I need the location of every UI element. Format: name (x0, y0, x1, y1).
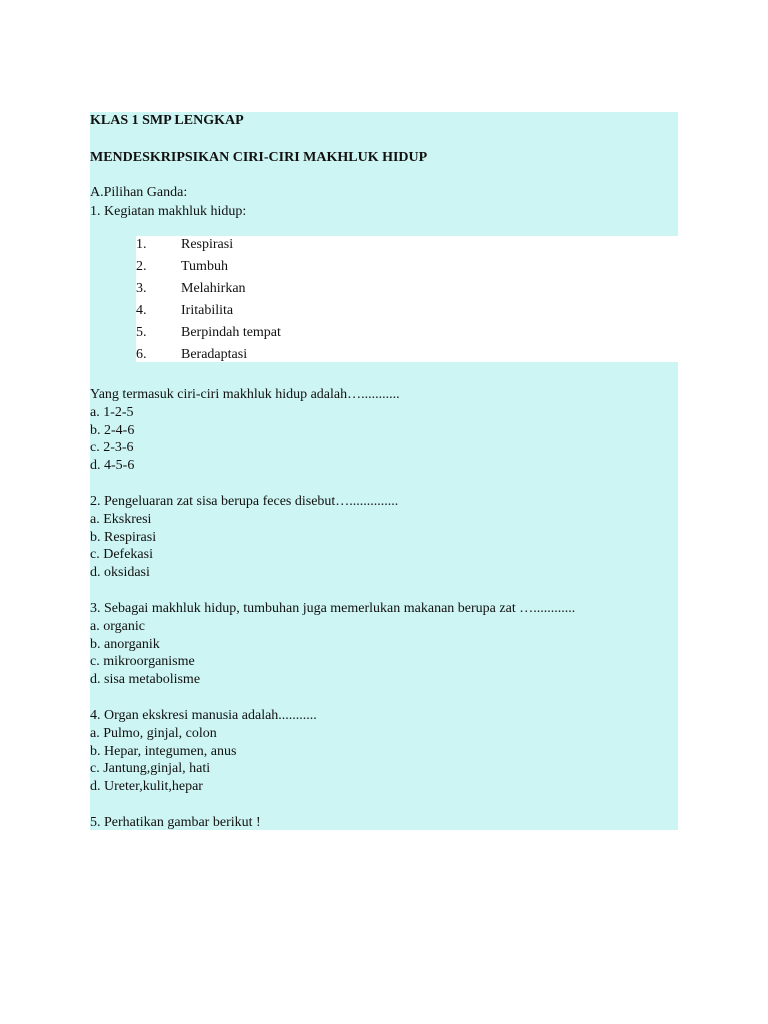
answer-option: a. Pulmo, ginjal, colon (90, 726, 217, 741)
answer-option: d. 4-5-6 (90, 458, 135, 473)
list-item-number: 6. (136, 347, 147, 362)
list-item-text: Respirasi (181, 237, 234, 252)
question-4: 4. Organ ekskresi manusia adalah........... (90, 708, 317, 723)
answer-option: c. Defekasi (90, 547, 153, 562)
list-item-number: 1. (136, 237, 147, 252)
question-5: 5. Perhatikan gambar berikut ! (90, 815, 261, 830)
answer-option: b. Hepar, integumen, anus (90, 744, 237, 759)
document-subtitle: MENDESKRIPSIKAN CIRI-CIRI MAKHLUK HIDUP (90, 150, 428, 165)
answer-option: b. Respirasi (90, 530, 157, 545)
answer-option: b. 2-4-6 (90, 423, 135, 438)
answer-option: d. Ureter,kulit,hepar (90, 779, 203, 794)
answer-option: a. Ekskresi (90, 512, 152, 527)
answer-option: c. 2-3-6 (90, 440, 134, 455)
answer-option: c. mikroorganisme (90, 654, 195, 669)
document-title: KLAS 1 SMP LENGKAP (90, 113, 244, 128)
question-2: 2. Pengeluaran zat sisa berupa feces disebut….............. (90, 494, 399, 509)
list-item-text: Berpindah tempat (181, 325, 281, 340)
list-item-number: 4. (136, 303, 147, 318)
list-item-text: Tumbuh (181, 259, 228, 274)
answer-option: b. anorganik (90, 637, 160, 652)
list-item-text: Melahirkan (181, 281, 246, 296)
question-3: 3. Sebagai makhluk hidup, tumbuhan juga memerlukan makanan berupa zat …............ (90, 601, 576, 616)
answer-option: c. Jantung,ginjal, hati (90, 761, 211, 776)
highlight-left-strip (90, 236, 136, 362)
list-item-number: 2. (136, 259, 147, 274)
answer-option: a. 1-2-5 (90, 405, 134, 420)
answer-option: d. oksidasi (90, 565, 150, 580)
list-item-text: Iritabilita (181, 303, 234, 318)
list-item-number: 3. (136, 281, 147, 296)
question-1: 1. Kegiatan makhluk hidup: (90, 204, 247, 219)
answer-option: a. organic (90, 619, 145, 634)
question-1-prompt: Yang termasuk ciri-ciri makhluk hidup adalah…........... (90, 387, 400, 402)
list-item-number: 5. (136, 325, 147, 340)
section-heading: A.Pilihan Ganda: (90, 185, 188, 200)
answer-option: d. sisa metabolisme (90, 672, 201, 687)
list-item-text: Beradaptasi (181, 347, 248, 362)
